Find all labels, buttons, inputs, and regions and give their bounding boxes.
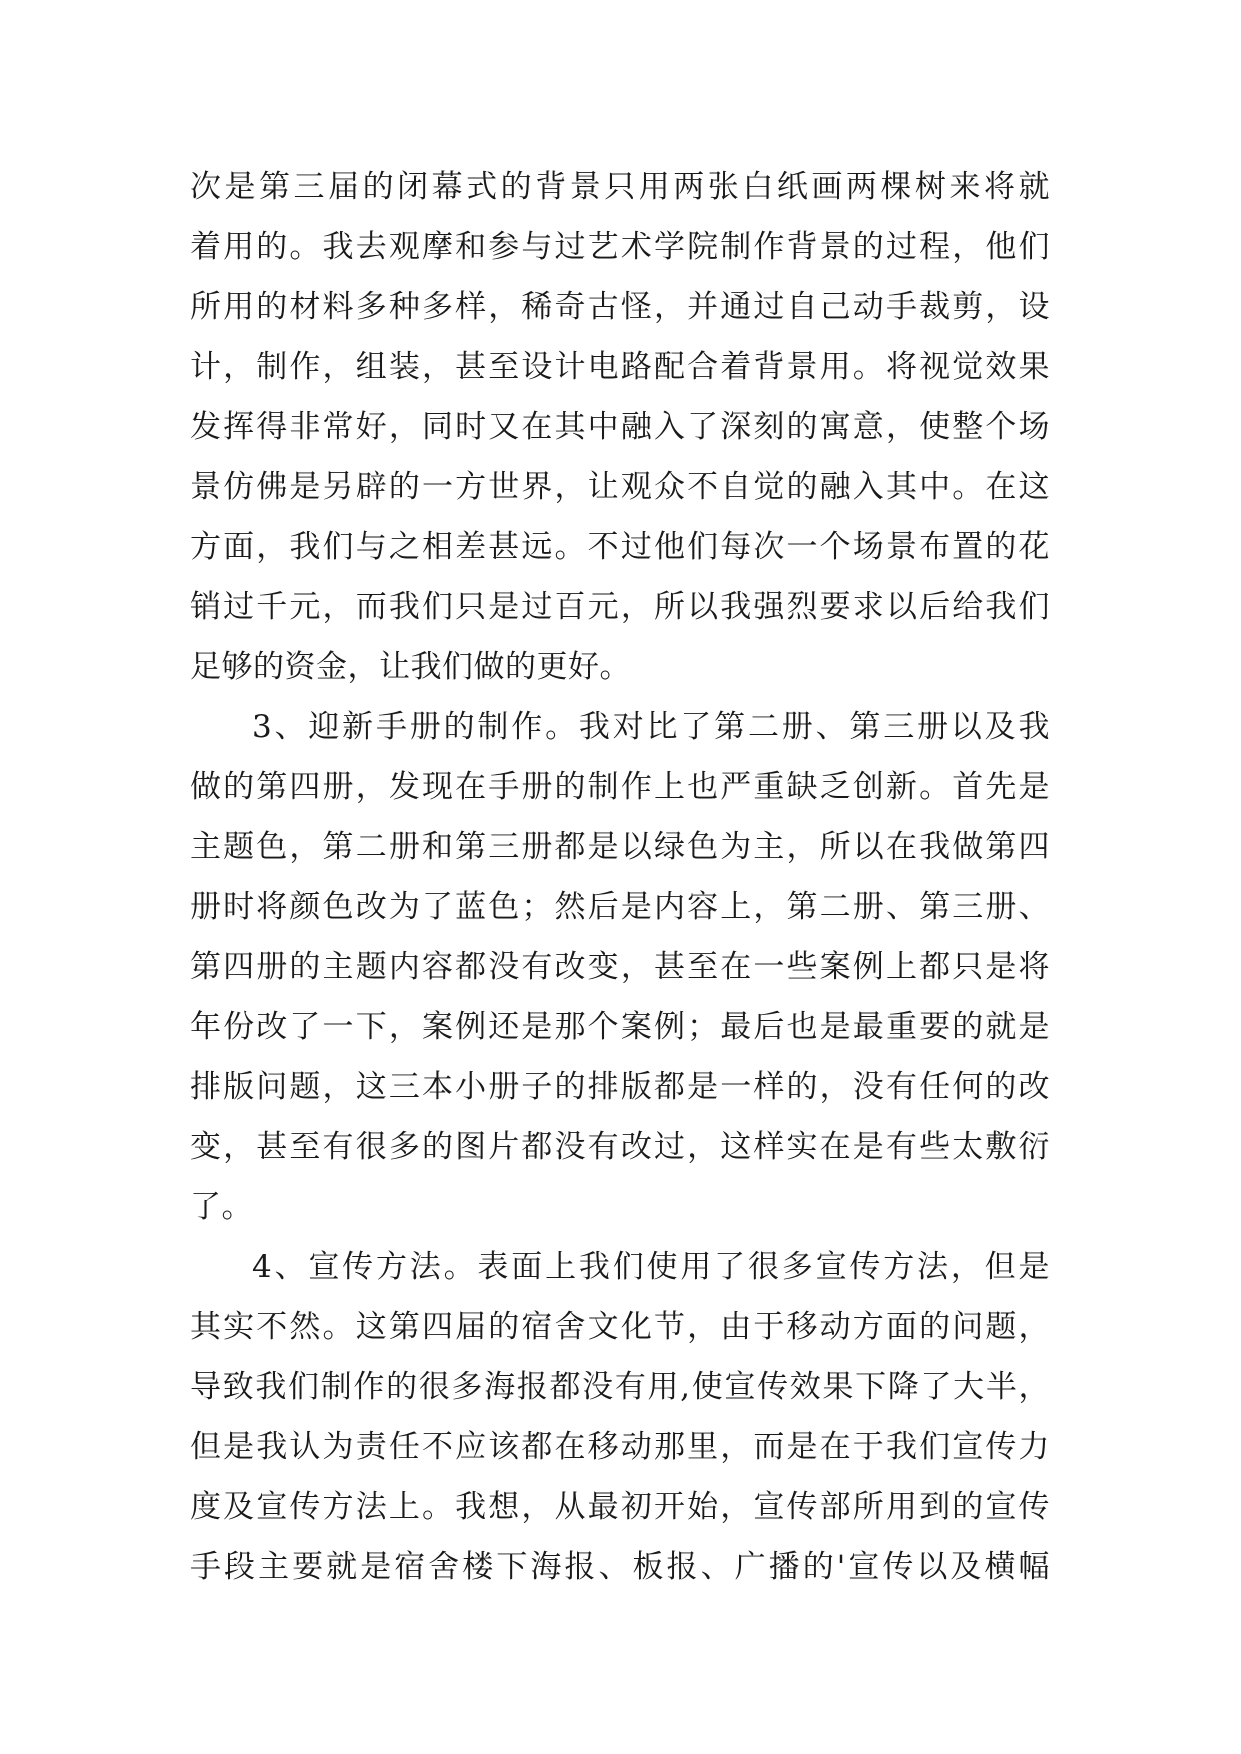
body-text-line: 次是第三届的闭幕式的背景只用两张白纸画两棵树来将就 xyxy=(190,169,1050,205)
body-text-line: 年份改了一下，案例还是那个案例；最后也是最重要的就是 xyxy=(190,1009,1050,1045)
body-text-line: 发挥得非常好，同时又在其中融入了深刻的寓意，使整个场 xyxy=(190,409,1050,445)
body-text-line: 着用的。我去观摩和参与过艺术学院制作背景的过程，他们 xyxy=(190,229,1050,265)
body-text-line: 变，甚至有很多的图片都没有改过，这样实在是有些太敷衍 xyxy=(190,1129,1050,1165)
body-text-line: 了。 xyxy=(190,1189,253,1225)
body-text-line: 排版问题，这三本小册子的排版都是一样的，没有任何的改 xyxy=(190,1069,1050,1105)
body-text-line: 做的第四册，发现在手册的制作上也严重缺乏创新。首先是 xyxy=(190,769,1050,805)
body-text-line: 计，制作，组装，甚至设计电路配合着背景用。将视觉效果 xyxy=(190,349,1050,385)
body-text-line: 第四册的主题内容都没有改变，甚至在一些案例上都只是将 xyxy=(190,949,1050,985)
section-4-first-line: 4、宣传方法。表面上我们使用了很多宣传方法，但是 xyxy=(252,1249,1050,1285)
body-text-line: 其实不然。这第四届的宿舍文化节，由于移动方面的问题， xyxy=(190,1309,1050,1345)
body-text-line: 主题色，第二册和第三册都是以绿色为主，所以在我做第四 xyxy=(190,829,1050,865)
section-3-first-line: 3、迎新手册的制作。我对比了第二册、第三册以及我 xyxy=(252,709,1050,745)
body-text-line: 导致我们制作的很多海报都没有用,使宣传效果下降了大半， xyxy=(190,1369,1050,1405)
body-text-line: 手段主要就是宿舍楼下海报、板报、广播的'宣传以及横幅 xyxy=(190,1549,1050,1585)
body-text-line: 足够的资金，让我们做的更好。 xyxy=(190,649,631,685)
body-text-line: 但是我认为责任不应该都在移动那里，而是在于我们宣传力 xyxy=(190,1429,1050,1465)
body-text-line: 销过千元，而我们只是过百元，所以我强烈要求以后给我们 xyxy=(190,589,1050,625)
body-text-line: 册时将颜色改为了蓝色；然后是内容上，第二册、第三册、 xyxy=(190,889,1050,925)
body-text-line: 方面，我们与之相差甚远。不过他们每次一个场景布置的花 xyxy=(190,529,1050,565)
body-text-line: 度及宣传方法上。我想，从最初开始，宣传部所用到的宣传 xyxy=(190,1489,1050,1525)
body-text-line: 景仿佛是另辟的一方世界，让观众不自觉的融入其中。在这 xyxy=(190,469,1050,505)
body-text-line: 所用的材料多种多样，稀奇古怪，并通过自己动手裁剪，设 xyxy=(190,289,1050,325)
